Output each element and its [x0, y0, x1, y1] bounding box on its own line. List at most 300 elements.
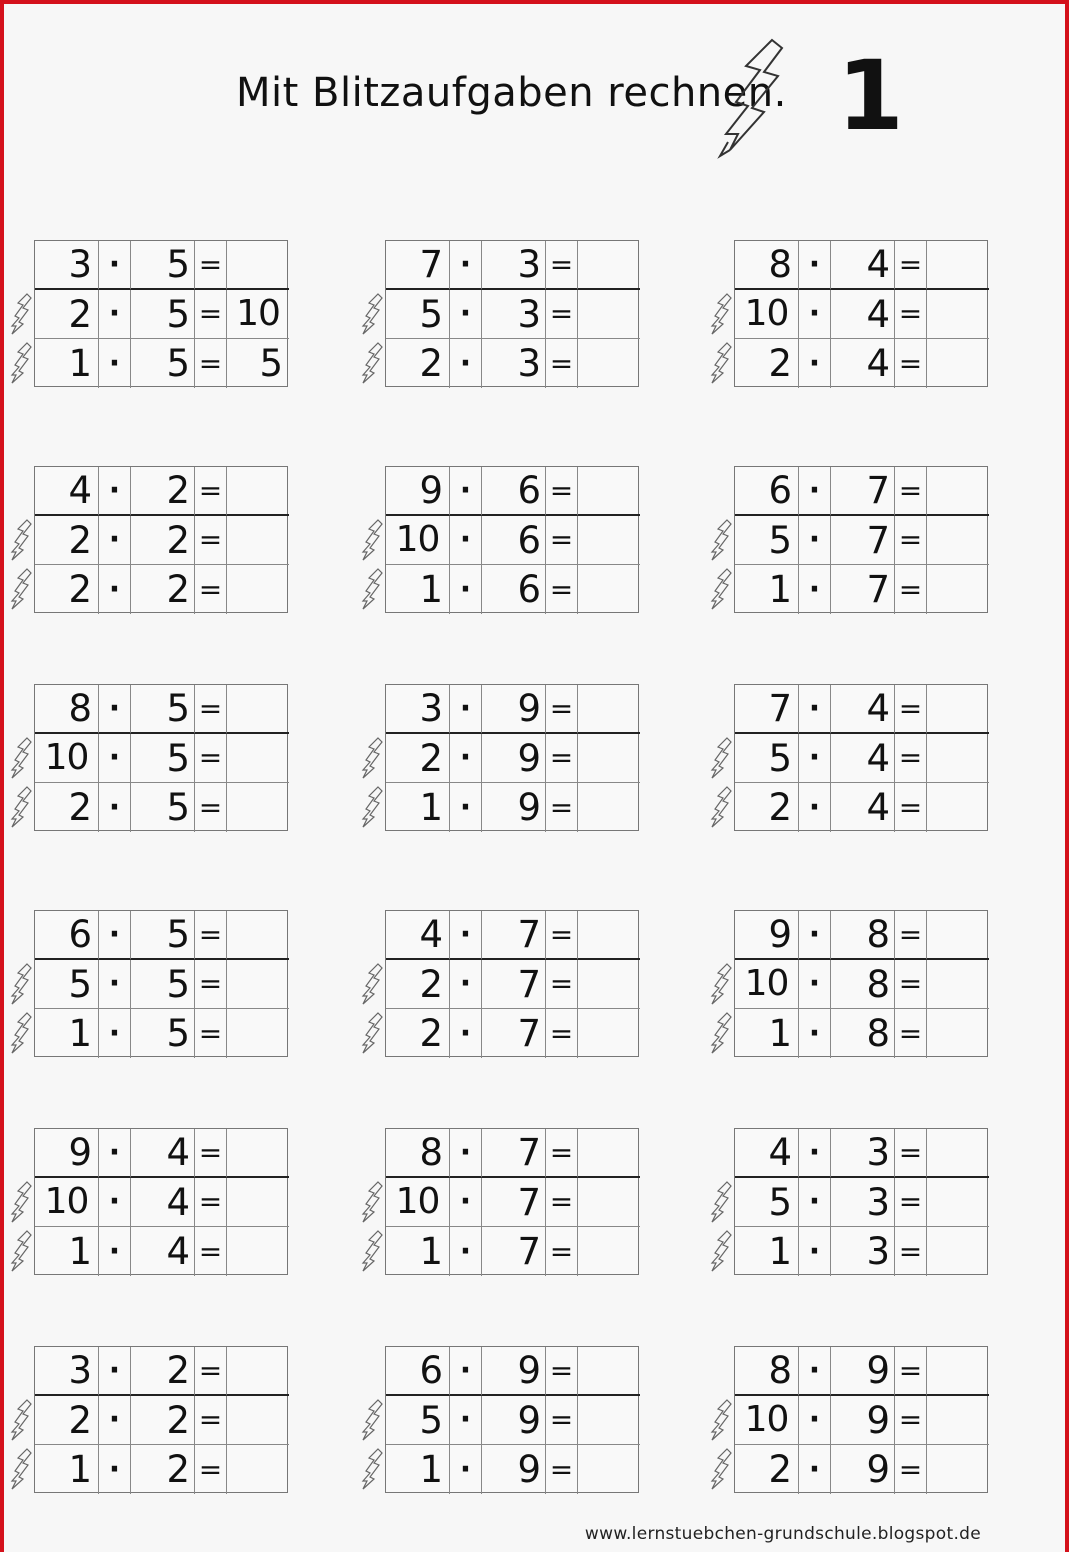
exercise-grid: [734, 466, 988, 613]
factor-b: 4: [831, 734, 895, 783]
factor-b: 5: [131, 685, 195, 734]
factor-a: 1: [35, 1445, 99, 1494]
multiply-symbol: ·: [799, 516, 831, 565]
equals-symbol: =: [546, 1347, 578, 1396]
factor-a: 2: [386, 960, 450, 1009]
result-cell: [578, 241, 640, 290]
result-cell: [227, 960, 289, 1009]
multiply-symbol: ·: [99, 516, 131, 565]
factor-b: 2: [131, 467, 195, 516]
result-cell: [927, 1445, 989, 1494]
exercise-grid: [385, 1128, 639, 1275]
factor-a: 1: [735, 1009, 799, 1058]
equals-symbol: =: [895, 565, 927, 614]
factor-b: 7: [482, 1178, 546, 1227]
page-title: Mit Blitzaufgaben rechnen.: [236, 70, 787, 116]
equals-symbol: =: [546, 685, 578, 734]
lightning-bolt-icon: [9, 292, 33, 336]
factor-a: 3: [386, 685, 450, 734]
factor-b: 7: [831, 467, 895, 516]
result-cell: [927, 339, 989, 388]
equals-symbol: =: [195, 565, 227, 614]
factor-b: 3: [831, 1178, 895, 1227]
lightning-bolt-icon: [9, 1011, 33, 1055]
exercise-card: [709, 910, 999, 1060]
multiply-symbol: ·: [799, 565, 831, 614]
footer-url: www.lernstuebchen-grundschule.blogspot.de: [584, 1524, 981, 1544]
factor-b: 9: [482, 1347, 546, 1396]
result-cell: [227, 565, 289, 614]
sheet-number: 1: [837, 40, 904, 152]
result-cell: [227, 685, 289, 734]
lightning-bolt-icon: [360, 1229, 384, 1273]
factor-a: 1: [386, 783, 450, 832]
exercise-card: [360, 684, 650, 834]
multiply-symbol: ·: [450, 1347, 482, 1396]
result-cell: [927, 1129, 989, 1178]
equals-symbol: =: [195, 783, 227, 832]
multiply-symbol: ·: [799, 467, 831, 516]
factor-b: 2: [131, 565, 195, 614]
factor-a: 5: [35, 960, 99, 1009]
factor-a: 1: [35, 1227, 99, 1276]
factor-b: 6: [482, 516, 546, 565]
factor-b: 3: [831, 1129, 895, 1178]
factor-b: 5: [131, 960, 195, 1009]
factor-b: 8: [831, 960, 895, 1009]
result-cell: [578, 467, 640, 516]
factor-a: 10: [35, 734, 99, 783]
equals-symbol: =: [895, 1227, 927, 1276]
multiply-symbol: ·: [99, 685, 131, 734]
factor-b: 4: [831, 339, 895, 388]
multiply-symbol: ·: [450, 960, 482, 1009]
lightning-bolt-icon: [9, 1398, 33, 1442]
factor-b: 4: [831, 241, 895, 290]
lightning-bolt-icon: [9, 1447, 33, 1491]
factor-a: 1: [386, 1445, 450, 1494]
result-cell: [927, 241, 989, 290]
equals-symbol: =: [546, 960, 578, 1009]
lightning-bolt-icon: [360, 962, 384, 1006]
multiply-symbol: ·: [450, 1009, 482, 1058]
factor-a: 1: [386, 1227, 450, 1276]
result-cell: [927, 783, 989, 832]
equals-symbol: =: [895, 783, 927, 832]
factor-a: 5: [386, 290, 450, 339]
factor-b: 4: [131, 1227, 195, 1276]
result-cell: [227, 1445, 289, 1494]
lightning-bolt-icon: [360, 292, 384, 336]
result-cell: [227, 1347, 289, 1396]
lightning-bolt-icon: [360, 736, 384, 780]
result-cell: [227, 467, 289, 516]
multiply-symbol: ·: [99, 1178, 131, 1227]
factor-a: 1: [735, 1227, 799, 1276]
factor-a: 2: [35, 565, 99, 614]
result-cell: [927, 290, 989, 339]
multiply-symbol: ·: [799, 960, 831, 1009]
factor-a: 8: [735, 241, 799, 290]
multiply-symbol: ·: [99, 241, 131, 290]
factor-a: 4: [386, 911, 450, 960]
factor-b: 5: [131, 783, 195, 832]
lightning-bolt-icon: [709, 1011, 733, 1055]
factor-b: 9: [482, 685, 546, 734]
lightning-bolt-icon: [9, 518, 33, 562]
result-cell: [927, 911, 989, 960]
factor-a: 6: [35, 911, 99, 960]
factor-a: 9: [386, 467, 450, 516]
exercise-grid: [34, 1346, 288, 1493]
factor-a: 2: [735, 339, 799, 388]
equals-symbol: =: [895, 241, 927, 290]
multiply-symbol: ·: [99, 1445, 131, 1494]
factor-b: 4: [831, 783, 895, 832]
equals-symbol: =: [895, 1445, 927, 1494]
equals-symbol: =: [546, 1227, 578, 1276]
multiply-symbol: ·: [799, 1445, 831, 1494]
result-cell: [578, 1347, 640, 1396]
equals-symbol: =: [546, 734, 578, 783]
result-cell: [227, 1178, 289, 1227]
result-cell: [227, 911, 289, 960]
factor-a: 3: [35, 1347, 99, 1396]
equals-symbol: =: [546, 339, 578, 388]
exercise-card: [709, 1346, 999, 1496]
factor-b: 7: [482, 911, 546, 960]
factor-b: 4: [831, 685, 895, 734]
factor-b: 5: [131, 734, 195, 783]
multiply-symbol: ·: [99, 467, 131, 516]
equals-symbol: =: [895, 1396, 927, 1445]
exercise-grid: [734, 240, 988, 387]
multiply-symbol: ·: [450, 1129, 482, 1178]
factor-a: 7: [386, 241, 450, 290]
equals-symbol: =: [195, 1129, 227, 1178]
lightning-bolt-icon: [709, 1180, 733, 1224]
result-cell: [578, 960, 640, 1009]
result-cell: [578, 1178, 640, 1227]
equals-symbol: =: [895, 1178, 927, 1227]
equals-symbol: =: [895, 1129, 927, 1178]
equals-symbol: =: [895, 1347, 927, 1396]
factor-a: 9: [735, 911, 799, 960]
result-cell: [927, 516, 989, 565]
multiply-symbol: ·: [799, 241, 831, 290]
factor-b: 6: [482, 565, 546, 614]
exercise-grid: [734, 684, 988, 831]
multiply-symbol: ·: [450, 241, 482, 290]
result-cell: [578, 565, 640, 614]
lightning-bolt-icon: [709, 518, 733, 562]
lightning-bolt-icon: [709, 567, 733, 611]
factor-b: 9: [831, 1347, 895, 1396]
lightning-bolt-icon: [709, 341, 733, 385]
factor-b: 3: [482, 290, 546, 339]
multiply-symbol: ·: [99, 1227, 131, 1276]
factor-a: 1: [35, 1009, 99, 1058]
multiply-symbol: ·: [799, 1347, 831, 1396]
result-cell: [927, 960, 989, 1009]
lightning-bolt-icon: [360, 518, 384, 562]
factor-b: 5: [131, 241, 195, 290]
factor-a: 5: [735, 1178, 799, 1227]
lightning-bolt-icon: [360, 341, 384, 385]
factor-b: 2: [131, 1445, 195, 1494]
result-cell: [227, 1227, 289, 1276]
factor-a: 5: [735, 734, 799, 783]
multiply-symbol: ·: [99, 290, 131, 339]
multiply-symbol: ·: [450, 290, 482, 339]
lightning-bolt-icon: [709, 1398, 733, 1442]
factor-a: 8: [386, 1129, 450, 1178]
equals-symbol: =: [195, 516, 227, 565]
factor-a: 2: [735, 1445, 799, 1494]
result-cell: 10: [227, 290, 289, 339]
equals-symbol: =: [546, 911, 578, 960]
exercise-card: [360, 910, 650, 1060]
factor-a: 1: [735, 565, 799, 614]
equals-symbol: =: [195, 685, 227, 734]
exercise-card: [9, 1128, 299, 1278]
equals-symbol: =: [895, 467, 927, 516]
multiply-symbol: ·: [799, 783, 831, 832]
factor-b: 3: [831, 1227, 895, 1276]
lightning-bolt-icon: [709, 736, 733, 780]
multiply-symbol: ·: [450, 1445, 482, 1494]
equals-symbol: =: [895, 1009, 927, 1058]
factor-b: 4: [131, 1178, 195, 1227]
exercise-card: [709, 1128, 999, 1278]
multiply-symbol: ·: [450, 516, 482, 565]
equals-symbol: =: [895, 685, 927, 734]
result-cell: [578, 1227, 640, 1276]
multiply-symbol: ·: [450, 685, 482, 734]
multiply-symbol: ·: [99, 783, 131, 832]
equals-symbol: =: [195, 290, 227, 339]
multiply-symbol: ·: [799, 1396, 831, 1445]
lightning-bolt-icon: [9, 785, 33, 829]
factor-a: 2: [35, 1396, 99, 1445]
equals-symbol: =: [195, 241, 227, 290]
equals-symbol: =: [546, 565, 578, 614]
factor-a: 5: [386, 1396, 450, 1445]
factor-a: 2: [735, 783, 799, 832]
equals-symbol: =: [546, 1445, 578, 1494]
multiply-symbol: ·: [799, 339, 831, 388]
result-cell: [227, 1009, 289, 1058]
equals-symbol: =: [546, 467, 578, 516]
lightning-bolt-icon: [9, 736, 33, 780]
exercise-card: [360, 240, 650, 390]
multiply-symbol: ·: [99, 1129, 131, 1178]
multiply-symbol: ·: [799, 290, 831, 339]
equals-symbol: =: [546, 1009, 578, 1058]
lightning-bolt-icon: [360, 1398, 384, 1442]
lightning-bolt-icon: [360, 1447, 384, 1491]
result-cell: [927, 1227, 989, 1276]
multiply-symbol: ·: [450, 734, 482, 783]
equals-symbol: =: [195, 1009, 227, 1058]
equals-symbol: =: [195, 734, 227, 783]
factor-a: 10: [735, 290, 799, 339]
result-cell: [927, 1347, 989, 1396]
exercise-card: [709, 466, 999, 616]
equals-symbol: =: [546, 241, 578, 290]
factor-a: 6: [386, 1347, 450, 1396]
lightning-bolt-icon: [9, 962, 33, 1006]
lightning-bolt-icon: [709, 1447, 733, 1491]
exercise-card: [360, 1128, 650, 1278]
exercise-grid: [385, 240, 639, 387]
lightning-bolt-icon: [709, 1229, 733, 1273]
result-cell: [578, 1129, 640, 1178]
exercise-card: [360, 466, 650, 616]
factor-b: 9: [482, 783, 546, 832]
result-cell: [578, 339, 640, 388]
result-cell: [227, 734, 289, 783]
factor-b: 5: [131, 290, 195, 339]
multiply-symbol: ·: [799, 1009, 831, 1058]
factor-a: 2: [35, 783, 99, 832]
lightning-bolt-icon: [360, 1180, 384, 1224]
factor-a: 10: [35, 1178, 99, 1227]
factor-b: 5: [131, 911, 195, 960]
exercise-card: [9, 910, 299, 1060]
multiply-symbol: ·: [799, 1129, 831, 1178]
factor-b: 5: [131, 1009, 195, 1058]
multiply-symbol: ·: [99, 565, 131, 614]
factor-b: 4: [831, 290, 895, 339]
factor-a: 1: [35, 339, 99, 388]
multiply-symbol: ·: [450, 911, 482, 960]
exercise-card: [9, 466, 299, 616]
result-cell: [578, 516, 640, 565]
exercise-grid: [385, 684, 639, 831]
lightning-bolt-icon: [9, 341, 33, 385]
equals-symbol: =: [195, 960, 227, 1009]
result-cell: [227, 241, 289, 290]
exercise-grid: [385, 466, 639, 613]
result-cell: [578, 783, 640, 832]
factor-b: 9: [831, 1396, 895, 1445]
result-cell: [227, 783, 289, 832]
factor-a: 6: [735, 467, 799, 516]
factor-a: 2: [35, 516, 99, 565]
multiply-symbol: ·: [99, 911, 131, 960]
equals-symbol: =: [895, 734, 927, 783]
exercise-grid: [385, 1346, 639, 1493]
result-cell: [227, 516, 289, 565]
result-cell: 5: [259, 342, 283, 385]
multiply-symbol: ·: [450, 1227, 482, 1276]
exercise-card: [709, 684, 999, 834]
equals-symbol: =: [546, 516, 578, 565]
equals-symbol: =: [195, 1347, 227, 1396]
factor-a: 2: [386, 1009, 450, 1058]
equals-symbol: =: [546, 1396, 578, 1445]
multiply-symbol: ·: [799, 734, 831, 783]
factor-b: 9: [831, 1445, 895, 1494]
result-cell: [227, 1129, 289, 1178]
factor-a: 3: [35, 241, 99, 290]
factor-b: 3: [482, 339, 546, 388]
factor-a: 9: [35, 1129, 99, 1178]
lightning-bolt-icon: [716, 38, 788, 160]
exercise-card: [9, 240, 299, 390]
factor-b: 5: [131, 339, 195, 388]
factor-b: 7: [831, 516, 895, 565]
equals-symbol: =: [546, 783, 578, 832]
lightning-bolt-icon: [709, 962, 733, 1006]
multiply-symbol: ·: [799, 911, 831, 960]
equals-symbol: =: [195, 339, 227, 388]
factor-a: 1: [386, 565, 450, 614]
result-cell: [578, 734, 640, 783]
equals-symbol: =: [546, 290, 578, 339]
result-cell: [927, 1396, 989, 1445]
multiply-symbol: ·: [799, 685, 831, 734]
result-cell: [578, 911, 640, 960]
result-cell: [578, 1396, 640, 1445]
exercise-grid: [34, 910, 288, 1057]
result-cell: [927, 685, 989, 734]
multiply-symbol: ·: [799, 1178, 831, 1227]
result-cell: [227, 1396, 289, 1445]
factor-a: 2: [386, 339, 450, 388]
multiply-symbol: ·: [99, 1347, 131, 1396]
factor-a: 10: [386, 1178, 450, 1227]
factor-a: 10: [386, 516, 450, 565]
factor-b: 7: [831, 565, 895, 614]
factor-b: 4: [131, 1129, 195, 1178]
equals-symbol: =: [895, 516, 927, 565]
exercise-grid: [734, 910, 988, 1057]
result-cell: [927, 1178, 989, 1227]
factor-b: 7: [482, 1227, 546, 1276]
multiply-symbol: ·: [99, 1009, 131, 1058]
equals-symbol: =: [546, 1129, 578, 1178]
equals-symbol: =: [895, 290, 927, 339]
result-cell: [578, 290, 640, 339]
multiply-symbol: ·: [99, 960, 131, 1009]
exercise-card: [709, 240, 999, 390]
result-cell: [927, 565, 989, 614]
equals-symbol: =: [195, 467, 227, 516]
factor-a: 2: [386, 734, 450, 783]
factor-b: 9: [482, 1396, 546, 1445]
multiply-symbol: ·: [450, 467, 482, 516]
factor-a: 8: [735, 1347, 799, 1396]
multiply-symbol: ·: [450, 339, 482, 388]
equals-symbol: =: [895, 339, 927, 388]
exercise-grid: [734, 1128, 988, 1275]
equals-symbol: =: [546, 1178, 578, 1227]
lightning-bolt-icon: [9, 1180, 33, 1224]
multiply-symbol: ·: [99, 339, 131, 388]
factor-a: 2: [35, 290, 99, 339]
exercise-grid: [734, 1346, 988, 1493]
factor-b: 3: [482, 241, 546, 290]
equals-symbol: =: [195, 1178, 227, 1227]
equals-symbol: =: [195, 911, 227, 960]
exercise-grid: [34, 1128, 288, 1275]
equals-symbol: =: [895, 911, 927, 960]
factor-a: 4: [735, 1129, 799, 1178]
equals-symbol: =: [895, 960, 927, 1009]
result-cell: [578, 1009, 640, 1058]
